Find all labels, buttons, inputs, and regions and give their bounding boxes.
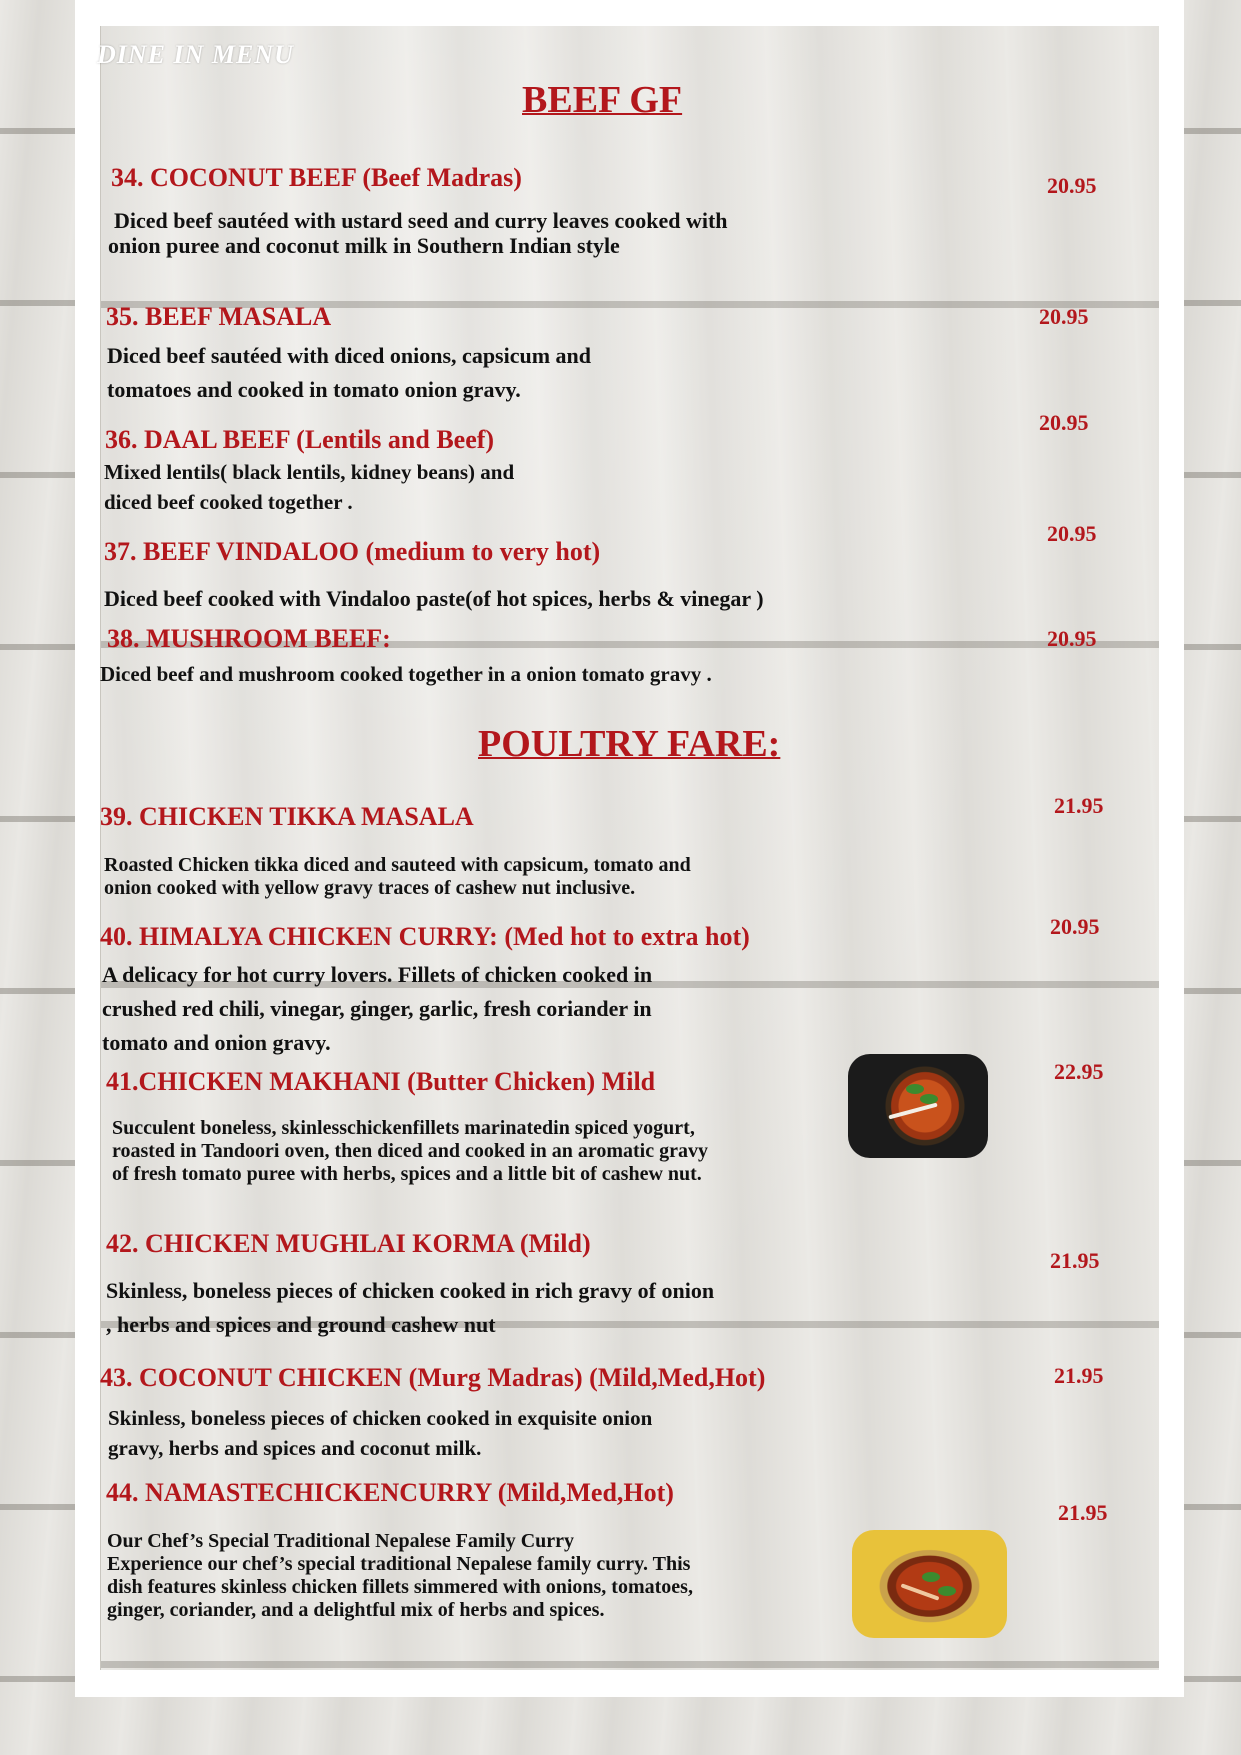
description-line: Succulent boneless, skinlesschickenfillets marinatedin spiced yogurt, xyxy=(112,1117,695,1139)
menu-item-price: 21.95 xyxy=(1050,1248,1100,1273)
description-line: roasted in Tandoori oven, then diced and cooked in an aromatic gravy xyxy=(112,1140,708,1162)
menu-item-description xyxy=(107,339,591,407)
description-line: A delicacy for hot curry lovers. Fillets of chicken cooked in xyxy=(102,962,653,987)
description-line: dish features skinless chicken fillets simmered with onions, tomatoes, xyxy=(107,1576,693,1598)
menu-item-description xyxy=(102,958,652,1060)
onion-slice xyxy=(901,1583,940,1600)
description-line: of fresh tomato puree with herbs, spices and a little bit of cashew nut. xyxy=(112,1163,702,1185)
menu-item-description xyxy=(100,659,712,689)
description-line: Skinless, boneless pieces of chicken cooked in rich gravy of onion xyxy=(106,1278,715,1303)
menu-item-price: 21.95 xyxy=(1054,793,1104,818)
description-line: Our Chef’s Special Traditional Nepalese Family Curry xyxy=(107,1530,575,1552)
description-line: onion puree and coconut milk in Southern Indian style xyxy=(108,233,620,258)
description-line: Roasted Chicken tikka diced and sauteed with capsicum, tomato and xyxy=(104,854,691,876)
menu-item-title: 41.CHICKEN MAKHANI (Butter Chicken) Mild xyxy=(106,1067,656,1096)
section-heading-poultry: POULTRY FARE: xyxy=(478,723,781,765)
menu-item-description xyxy=(106,1274,714,1342)
description-line: Mixed lentils( black lentils, kidney beans) and xyxy=(104,460,515,484)
description-line: , herbs and spices and ground cashew nut xyxy=(106,1312,496,1337)
menu-item-description xyxy=(107,1530,693,1622)
menu-item-title: 38. MUSHROOM BEEF: xyxy=(107,624,391,653)
menu-item-price: 22.95 xyxy=(1054,1059,1104,1084)
menu-item-price: 20.95 xyxy=(1039,410,1089,435)
description-line: Experience our chef’s special traditional Nepalese family curry. This xyxy=(107,1553,691,1575)
menu-item-title: 42. CHICKEN MUGHLAI KORMA (Mild) xyxy=(106,1229,591,1258)
menu-item-description xyxy=(104,582,764,615)
menu-item-price: 20.95 xyxy=(1047,521,1097,546)
menu-item-price: 20.95 xyxy=(1047,173,1097,198)
menu-item-price: 21.95 xyxy=(1058,1500,1108,1525)
menu-item-title: 40. HIMALYA CHICKEN CURRY: (Med hot to extra hot) xyxy=(100,922,750,951)
menu-banner: DINE IN MENU xyxy=(97,40,294,69)
menu-item-title: 43. COCONUT CHICKEN (Murg Madras) (Mild,Med,Hot) xyxy=(100,1363,766,1392)
butter-chicken-photo xyxy=(848,1054,988,1158)
herb-garnish xyxy=(922,1572,940,1582)
description-line: Diced beef and mushroom cooked together in a onion tomato gravy . xyxy=(100,662,712,686)
menu-item-title: 37. BEEF VINDALOO (medium to very hot) xyxy=(104,537,601,566)
description-line: Skinless, boneless pieces of chicken cooked in exquisite onion xyxy=(108,1406,653,1430)
cream-swirl xyxy=(888,1103,937,1120)
menu-item-title: 35. BEEF MASALA xyxy=(106,302,332,331)
herb-garnish xyxy=(906,1084,924,1094)
menu-item-price: 20.95 xyxy=(1047,626,1097,651)
description-line: gravy, herbs and spices and coconut milk. xyxy=(108,1436,482,1460)
description-line: diced beef cooked together . xyxy=(104,490,353,514)
description-line: tomato and onion gravy. xyxy=(102,1030,331,1055)
description-line: Diced beef sautéed with ustard seed and curry leaves cooked with xyxy=(114,208,728,233)
menu-item-description xyxy=(112,1117,708,1186)
herb-garnish xyxy=(938,1586,956,1596)
description-line: crushed red chili, vinegar, ginger, garlic, fresh coriander in xyxy=(102,996,652,1021)
section-heading-beef: BEEF GF xyxy=(522,79,683,121)
menu-item-title: 44. NAMASTECHICKENCURRY (Mild,Med,Hot) xyxy=(106,1478,674,1507)
menu-item-description xyxy=(108,1403,652,1463)
menu-item-description xyxy=(104,457,514,517)
description-line: Diced beef cooked with Vindaloo paste(of hot spices, herbs & vinegar ) xyxy=(104,586,764,611)
menu-item-title: 34. COCONUT BEEF (Beef Madras) xyxy=(111,163,522,192)
description-line: tomatoes and cooked in tomato onion gravy. xyxy=(107,377,521,402)
description-line: Diced beef sautéed with diced onions, capsicum and xyxy=(107,343,592,368)
menu-item-title: 36. DAAL BEEF (Lentils and Beef) xyxy=(105,425,495,454)
description-line: onion cooked with yellow gravy traces of cashew nut inclusive. xyxy=(104,877,636,899)
menu-item-price: 20.95 xyxy=(1050,914,1100,939)
description-line: ginger, coriander, and a delightful mix of herbs and spices. xyxy=(107,1599,605,1621)
menu-item-price: 20.95 xyxy=(1039,304,1089,329)
menu-item-description xyxy=(108,208,728,258)
menu-item-description xyxy=(104,854,691,900)
chicken-curry-photo xyxy=(852,1530,1007,1638)
menu-item-price: 21.95 xyxy=(1054,1363,1104,1388)
menu-item-title: 39. CHICKEN TIKKA MASALA xyxy=(100,802,474,831)
